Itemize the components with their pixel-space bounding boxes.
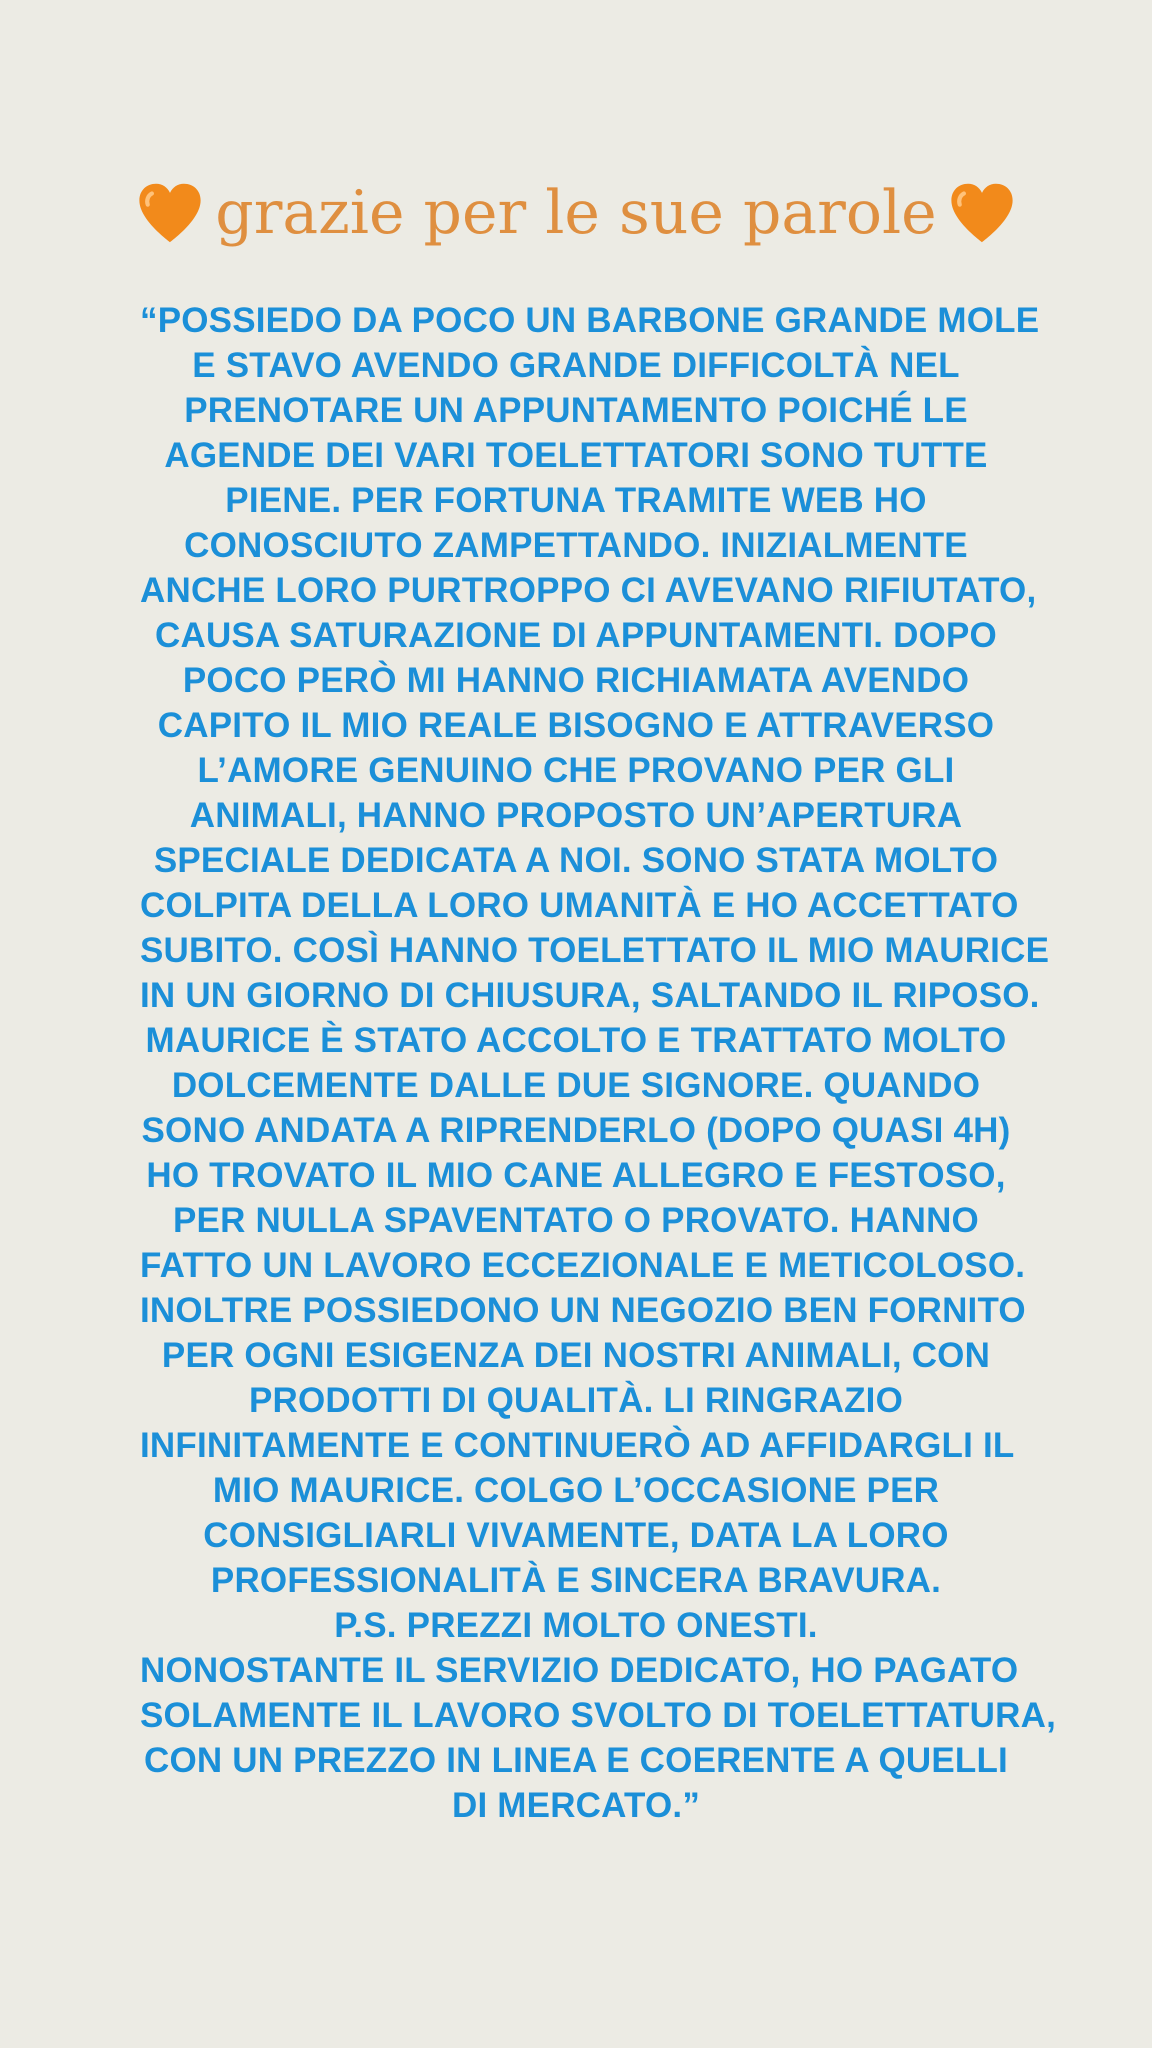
review-line: INFINITAMENTE E CONTINUERÒ AD AFFIDARGLI IL bbox=[140, 1426, 1015, 1465]
header bbox=[0, 168, 1152, 258]
review-line: DOLCEMENTE DALLE DUE SIGNORE. QUANDO bbox=[171, 1066, 981, 1105]
review-line: CONOSCIUTO ZAMPETTANDO. INIZIALMENTE bbox=[184, 526, 968, 565]
page-title: grazie per le sue parole bbox=[215, 178, 937, 248]
review-line: PRENOTARE UN APPUNTAMENTO POICHÉ LE bbox=[184, 391, 968, 430]
review-line: CAUSA SATURAZIONE DI APPUNTAMENTI. DOPO bbox=[155, 616, 997, 655]
review-line: E STAVO AVENDO GRANDE DIFFICOLTÀ NEL bbox=[192, 346, 960, 385]
review-line: PROFESSIONALITÀ E SINCERA BRAVURA. bbox=[210, 1561, 942, 1600]
review-line: CAPITO IL MIO REALE BISOGNO E ATTRAVERSO bbox=[157, 706, 995, 745]
review-line: CON UN PREZZO IN LINEA E COERENTE A QUELLI bbox=[144, 1741, 1008, 1780]
review-line: FATTO UN LAVORO ECCEZIONALE E METICOLOSO. bbox=[140, 1246, 1026, 1285]
review-line: INOLTRE POSSIEDONO UN NEGOZIO BEN FORNITO bbox=[140, 1291, 1026, 1330]
review-line: IN UN GIORNO DI CHIUSURA, SALTANDO IL RIPOSO. bbox=[140, 976, 1040, 1015]
review-line: POCO PERÒ MI HANNO RICHIAMATA AVENDO bbox=[182, 661, 970, 700]
review-line: PER OGNI ESIGENZA DEI NOSTRI ANIMALI, CON bbox=[161, 1336, 991, 1375]
review-line: SONO ANDATA A RIPRENDERLO (DOPO QUASI 4H) bbox=[141, 1111, 1011, 1150]
review-line: “POSSIEDO DA POCO UN BARBONE GRANDE MOLE bbox=[140, 301, 1040, 340]
review-line: CONSIGLIARLI VIVAMENTE, DATA LA LORO bbox=[203, 1516, 949, 1555]
review-line: PRODOTTI DI QUALITÀ. LI RINGRAZIO bbox=[248, 1381, 904, 1420]
review-line: SOLAMENTE IL LAVORO SVOLTO DI TOELETTATURA, bbox=[140, 1696, 1057, 1735]
review-line: AGENDE DEI VARI TOELETTATORI SONO TUTTE bbox=[164, 436, 988, 475]
review-text bbox=[140, 298, 1057, 1828]
review-line: SUBITO. COSÌ HANNO TOELETTATO IL MIO MAURICE bbox=[140, 931, 1050, 970]
review-line: PIENE. PER FORTUNA TRAMITE WEB HO bbox=[225, 481, 927, 520]
orange-heart-icon bbox=[947, 181, 1017, 245]
review-line: L’AMORE GENUINO CHE PROVANO PER GLI bbox=[197, 751, 955, 790]
review-line: COLPITA DELLA LORO UMANITÀ E HO ACCETTATO bbox=[140, 886, 1019, 925]
orange-heart-icon bbox=[135, 181, 205, 245]
review-line: NONOSTANTE IL SERVIZIO DEDICATO, HO PAGATO bbox=[140, 1651, 1019, 1690]
review-line: HO TROVATO IL MIO CANE ALLEGRO E FESTOSO, bbox=[146, 1156, 1006, 1195]
review-line: MIO MAURICE. COLGO L’OCCASIONE PER bbox=[212, 1471, 940, 1510]
review-line: DI MERCATO.” bbox=[451, 1786, 701, 1825]
review-line: ANIMALI, HANNO PROPOSTO UN’APERTURA bbox=[189, 796, 963, 835]
review-line: ANCHE LORO PURTROPPO CI AVEVANO RIFIUTATO, bbox=[140, 571, 1037, 610]
review-line: PER NULLA SPAVENTATO O PROVATO. HANNO bbox=[173, 1201, 979, 1240]
review-line: P.S. PREZZI MOLTO ONESTI. bbox=[334, 1606, 818, 1645]
review-line: MAURICE È STATO ACCOLTO E TRATTATO MOLTO bbox=[145, 1021, 1007, 1060]
review-line: SPECIALE DEDICATA A NOI. SONO STATA MOLTO bbox=[153, 841, 999, 880]
